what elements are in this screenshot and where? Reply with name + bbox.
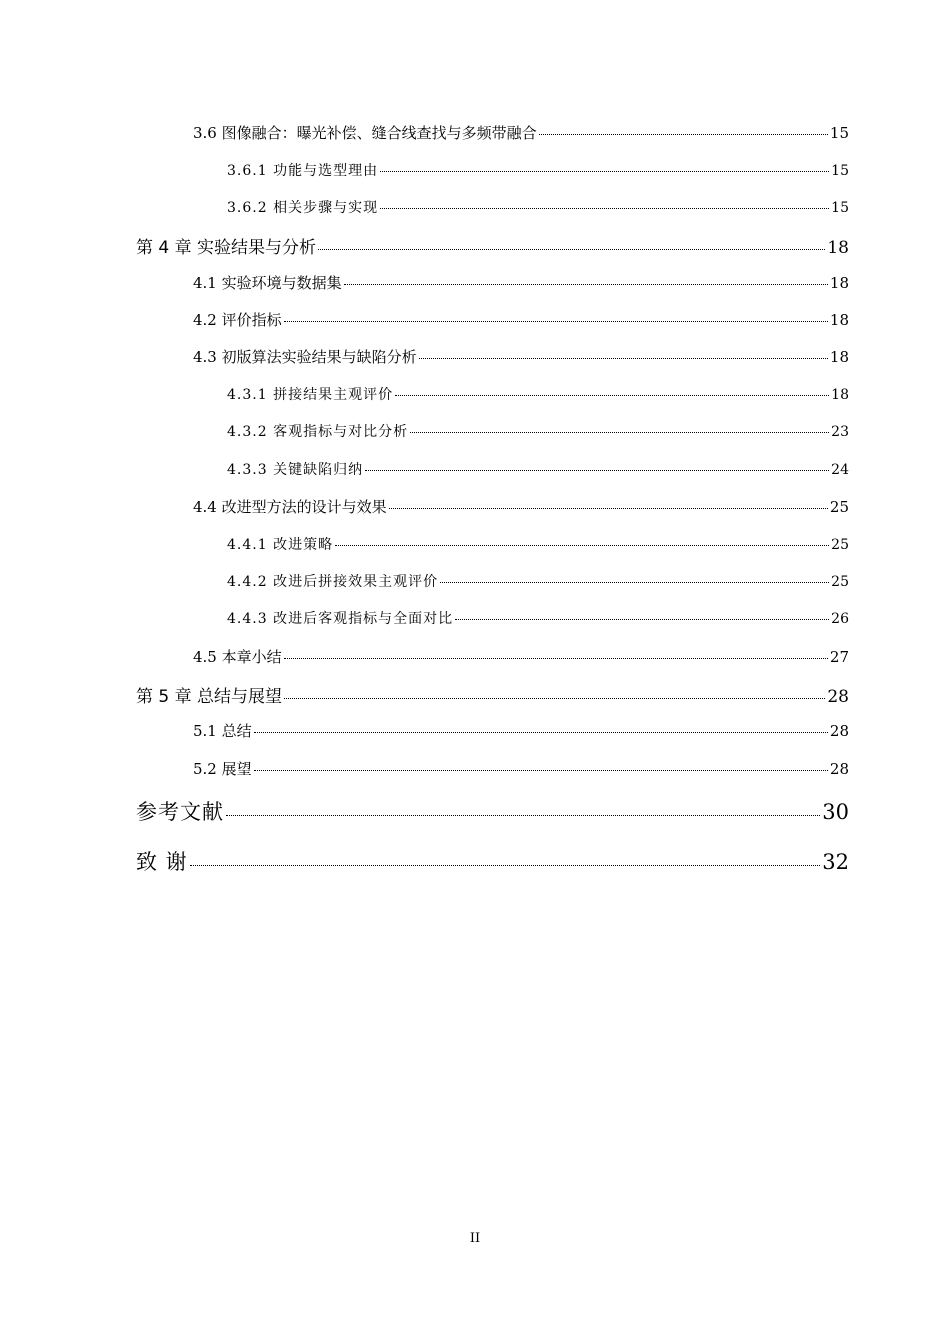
toc-dot-leader: [395, 395, 829, 396]
toc-entry-label: 第 4 章 实验结果与分析: [136, 238, 317, 258]
toc-entry-4-4-1[interactable]: [227, 534, 849, 554]
toc-entry-label: 4.3 初版算法实验结果与缺陷分析: [193, 348, 417, 366]
toc-dot-leader: [419, 358, 828, 359]
toc-entry-label: 3.6.2 相关步骤与实现: [227, 200, 379, 216]
toc-dot-leader: [190, 865, 821, 866]
toc-entry-page: 18: [827, 238, 849, 258]
toc-entry-page: 18: [829, 348, 849, 366]
toc-dot-leader: [284, 321, 828, 322]
toc-dot-leader: [254, 770, 828, 771]
toc-dot-leader: [380, 208, 829, 209]
toc-entry-page: 18: [829, 274, 849, 292]
toc-entry-4-5[interactable]: [193, 646, 849, 667]
toc-entry-page: 28: [829, 722, 849, 740]
toc-dot-leader: [455, 619, 829, 620]
toc-entry-4-2[interactable]: [193, 309, 849, 330]
toc-entry-label: 4.3.1 拼接结果主观评价: [227, 387, 394, 403]
toc-entry-page: 15: [829, 124, 849, 142]
toc-entry-4-4-2[interactable]: [227, 571, 849, 591]
toc-entry-page: 25: [831, 537, 849, 553]
toc-entry-label: 4.1 实验环境与数据集: [193, 274, 342, 292]
toc-dot-leader: [410, 432, 829, 433]
toc-entry-label: 5.2 展望: [193, 760, 252, 778]
toc-entry-page: 18: [829, 311, 849, 329]
toc-dot-leader: [335, 545, 829, 546]
toc-dot-leader: [365, 470, 829, 471]
toc-entry-4-4[interactable]: [193, 496, 849, 517]
toc-entry-page: 23: [831, 424, 849, 440]
toc-dot-leader: [380, 171, 829, 172]
toc-entry-label: 4.5 本章小结: [193, 648, 282, 666]
toc-entry-label: 4.2 评价指标: [193, 311, 282, 329]
toc-entry-label: 5.1 总结: [193, 722, 252, 740]
toc-entry-chapter-4[interactable]: [136, 233, 849, 258]
toc-dot-leader: [440, 582, 829, 583]
toc-entry-label: 3.6 图像融合：曝光补偿、缝合线查找与多频带融合: [193, 124, 537, 142]
toc-entry-label: 致 谢: [136, 850, 188, 874]
toc-entry-4-3-3[interactable]: [227, 459, 849, 479]
page-number: II: [469, 1231, 481, 1246]
toc-entry-page: 26: [831, 611, 849, 627]
toc-entry-label: 第 5 章 总结与展望: [136, 687, 283, 707]
toc-entry-chapter-5[interactable]: [136, 682, 849, 707]
toc-entry-4-3[interactable]: [193, 346, 849, 367]
toc-entry-5-1[interactable]: [193, 720, 849, 741]
toc-entry-label: 3.6.1 功能与选型理由: [227, 163, 379, 179]
toc-entry-page: 32: [822, 850, 849, 874]
toc-entry-4-4-3[interactable]: [227, 608, 849, 628]
toc-entry-label: 4.4.1 改进策略: [227, 537, 334, 553]
toc-entry-3-6-2[interactable]: [227, 197, 849, 217]
toc-dot-leader: [284, 658, 828, 659]
toc-entry-page: 28: [829, 760, 849, 778]
toc-entry-page: 30: [822, 800, 849, 824]
toc-entry-references[interactable]: [136, 796, 849, 826]
toc-entry-label: 4.4.3 改进后客观指标与全面对比: [227, 611, 454, 627]
toc-entry-3-6[interactable]: [193, 122, 849, 143]
toc-entry-page: 27: [829, 648, 849, 666]
toc-dot-leader: [539, 134, 828, 135]
toc-entry-5-2[interactable]: [193, 758, 849, 779]
toc-dot-leader: [389, 508, 828, 509]
toc-dot-leader: [344, 284, 828, 285]
toc-entry-page: 25: [831, 574, 849, 590]
toc-entry-page: 15: [831, 200, 849, 216]
toc-entry-page: 18: [831, 387, 849, 403]
toc-dot-leader: [254, 732, 828, 733]
toc-entry-label: 4.3.3 关键缺陷归纳: [227, 462, 364, 478]
toc-entry-4-1[interactable]: [193, 272, 849, 293]
toc-entry-label: 4.4.2 改进后拼接效果主观评价: [227, 574, 439, 590]
toc-entry-label: 参考文献: [136, 800, 224, 824]
toc-entry-label: 4.4 改进型方法的设计与效果: [193, 498, 387, 516]
toc-entry-4-3-2[interactable]: [227, 421, 849, 441]
toc-entry-page: 25: [829, 498, 849, 516]
toc-entry-3-6-1[interactable]: [227, 160, 849, 180]
toc-entry-page: 24: [831, 462, 849, 478]
toc-entry-4-3-1[interactable]: [227, 384, 849, 404]
toc-dot-leader: [284, 698, 825, 699]
toc-entry-acknowledgements[interactable]: [136, 846, 849, 876]
toc-entry-page: 28: [827, 687, 849, 707]
toc-entry-page: 15: [831, 163, 849, 179]
toc-entry-label: 4.3.2 客观指标与对比分析: [227, 424, 409, 440]
toc-dot-leader: [226, 815, 820, 816]
toc-dot-leader: [318, 249, 825, 250]
